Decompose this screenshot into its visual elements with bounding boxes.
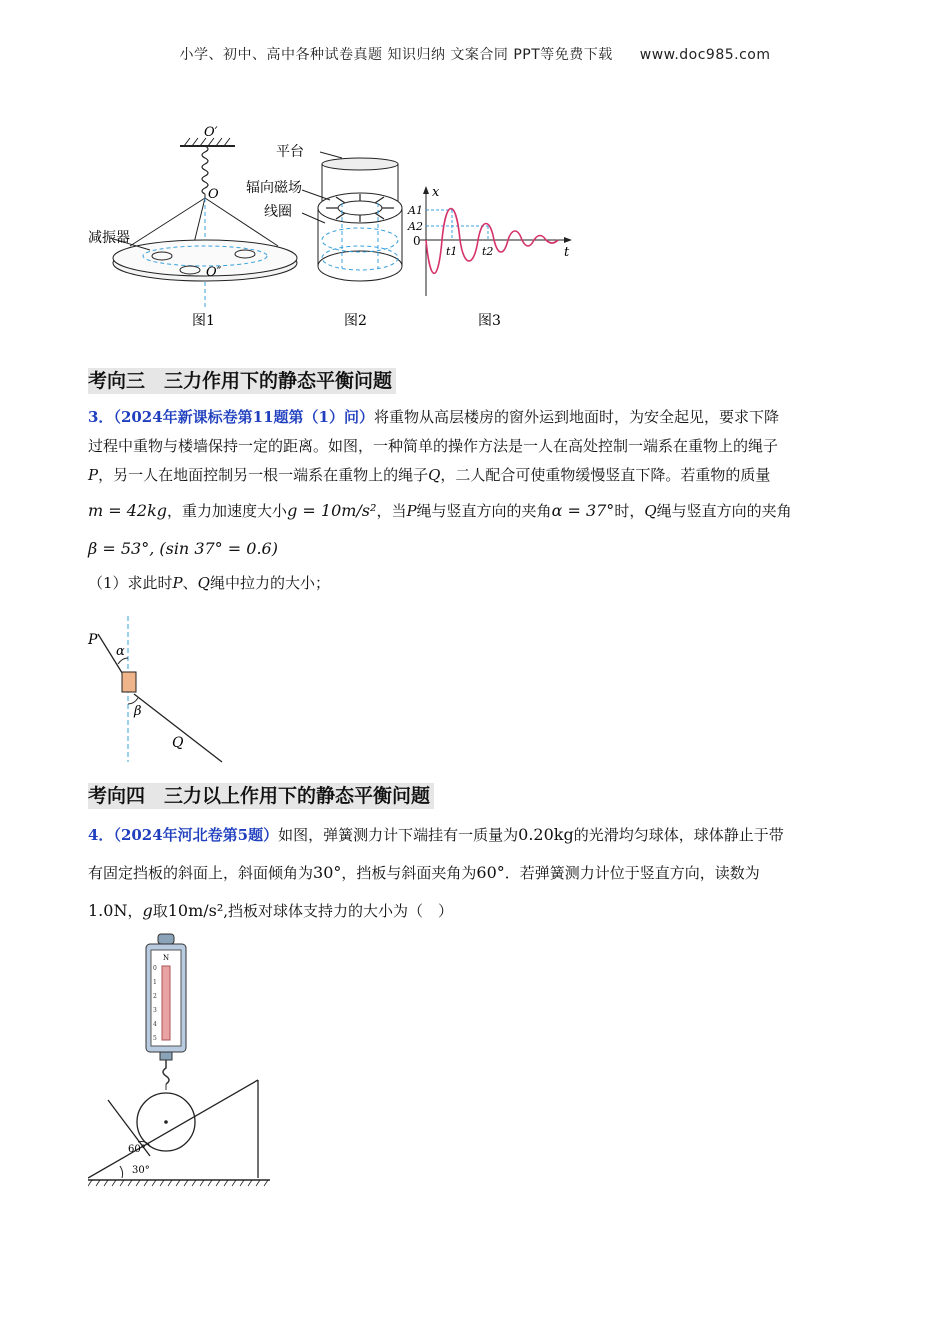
scale-tick-3: 3 — [153, 1007, 157, 1014]
scale-tick-5: 5 — [153, 1035, 157, 1042]
q3-sub-1 — [88, 569, 863, 598]
q4-source: （2024年河北卷第5题） — [113, 826, 279, 844]
q4-mass: 0.20kg — [518, 825, 574, 844]
q4-reading: 1.0N — [88, 901, 128, 920]
q4-fig-angle-30: 30° — [132, 1165, 150, 1176]
q3-text-3d: ，二人配合可使重物缓慢竖直下降。若重物的质量 — [440, 466, 771, 484]
q3-fig-beta: β — [134, 704, 142, 719]
fig2-label-field: 辐向磁场 — [246, 180, 302, 196]
q3-text-4c: 绳与竖直方向的夹角 — [416, 502, 552, 520]
q3-sub1-c: 绳中拉力的大小； — [209, 574, 330, 592]
q4-text-2b: ，挡板与斜面夹角为 — [341, 864, 477, 882]
header-site[interactable]: www.doc985.com — [639, 47, 771, 63]
q3-line-2: 过程中重物与楼墙保持一定的距离。如图，一种简单的操作方法是一人在高处控制一端系在重物上的绳子 — [88, 437, 779, 455]
q3-mass: m = 42kg — [88, 501, 168, 520]
q3-alpha: α = 37° — [551, 501, 615, 520]
q4-text-1b: 的光滑均匀球体，球体静止于带 — [573, 826, 784, 844]
fig3-label-x: x — [432, 185, 440, 200]
q3-line-1 — [88, 403, 863, 432]
header-text: 小学、初中、高中各种试卷真题 知识归纳 文案合同 PPT等免费下载 — [179, 47, 613, 63]
fig3-label-t2: t2 — [482, 245, 494, 258]
q4-text-2c: ．若弹簧测力计位于竖直方向，读数为 — [504, 864, 760, 882]
q3-text-1: 将重物从高层楼房的窗外运到地面时，为安全起见，要求下降 — [374, 408, 780, 426]
q4-angle-30: 30° — [313, 863, 342, 882]
scale-tick-0: 0 — [153, 965, 157, 972]
fig3-caption: 图3 — [478, 313, 501, 329]
section-4-title: 考向四 三力以上作用下的静态平衡问题 — [88, 783, 434, 809]
q3-line-5: β = 53°, (sin 37° = 0.6) — [88, 539, 278, 558]
fig3-label-a1: A1 — [408, 204, 423, 217]
fig1-label-mid: O — [208, 187, 219, 202]
q4-gval: 10m/s² — [167, 901, 224, 920]
q4-fig-angle-60: 60° — [128, 1144, 146, 1155]
q3-line-4 — [88, 496, 863, 526]
q4-angle-60: 60° — [476, 863, 505, 882]
q3-sub1-p: P — [172, 574, 183, 592]
q3-text-3b: ，另一人在地面控制另一根一端系在重物上的绳子 — [98, 466, 429, 484]
q3-figure — [84, 612, 234, 767]
fig1-caption: 图1 — [192, 313, 215, 329]
section-3-title: 考向三 三力作用下的静态平衡问题 — [88, 368, 396, 394]
q3-text-4d: 时， — [614, 502, 645, 520]
question-3 — [88, 403, 863, 598]
fig1-label-top: O′ — [204, 125, 218, 140]
q4-figure — [88, 930, 278, 1190]
q3-sub1-q: Q — [197, 574, 210, 592]
figure-2 — [246, 144, 402, 329]
figure-3 — [407, 185, 572, 329]
q4-text-2a: 有固定挡板的斜面上，斜面倾角为 — [88, 864, 314, 882]
q3-sub1-a: （1）求此时 — [88, 574, 173, 592]
page-header — [0, 44, 950, 64]
q3-fig-q: Q — [172, 735, 184, 751]
q3-source: （2024年新课标卷第11题第（1）问） — [113, 408, 374, 426]
scale-unit: N — [163, 954, 170, 962]
q3-number: 3． — [88, 408, 114, 426]
fig1-label-bottom: O″ — [206, 265, 222, 280]
question-4 — [88, 820, 863, 926]
scale-tick-1: 1 — [153, 979, 157, 986]
q4-line-3 — [88, 896, 863, 926]
scale-tick-4: 4 — [153, 1021, 157, 1028]
figure-1 — [88, 125, 297, 329]
fig3-label-zero: 0 — [413, 234, 421, 248]
q4-line-2 — [88, 858, 863, 888]
fig2-label-platform: 平台 — [276, 144, 304, 160]
fig1-label-damper: 减振器 — [88, 230, 130, 246]
q4-g: g — [142, 901, 153, 920]
q3-fig-p: P — [88, 632, 98, 648]
q3-text-4e: 绳与竖直方向的夹角 — [656, 502, 792, 520]
q4-line-1 — [88, 820, 863, 850]
q3-sub1-b: 、 — [182, 574, 198, 592]
q4-text-1a: 如图，弹簧测力计下端挂有一质量为 — [278, 826, 519, 844]
q3-text-4a: ，重力加速度大小 — [167, 502, 288, 520]
fig3-label-t: t — [564, 245, 570, 260]
q4-sep: ， — [127, 902, 143, 920]
q3-line-3 — [88, 461, 863, 490]
q4-text-3a: 取 — [152, 902, 168, 920]
scale-tick-2: 2 — [153, 993, 157, 1000]
q3-p-2: P — [406, 502, 417, 520]
q3-q-2: Q — [644, 502, 657, 520]
fig2-label-coil: 线圈 — [264, 204, 292, 220]
fig3-label-t1: t1 — [446, 245, 458, 258]
q3-p: P — [88, 466, 99, 484]
q3-text-4b: ，当 — [376, 502, 407, 520]
q4-number: 4． — [88, 826, 114, 844]
q3-fig-alpha: α — [116, 644, 125, 659]
fig2-caption: 图2 — [344, 313, 367, 329]
q4-text-3b: ,挡板对球体支持力的大小为（ ） — [223, 902, 454, 920]
fig3-label-a2: A2 — [408, 220, 423, 233]
figures-top — [80, 118, 600, 338]
q3-q: Q — [428, 466, 441, 484]
q3-g: g = 10m/s² — [287, 501, 377, 520]
